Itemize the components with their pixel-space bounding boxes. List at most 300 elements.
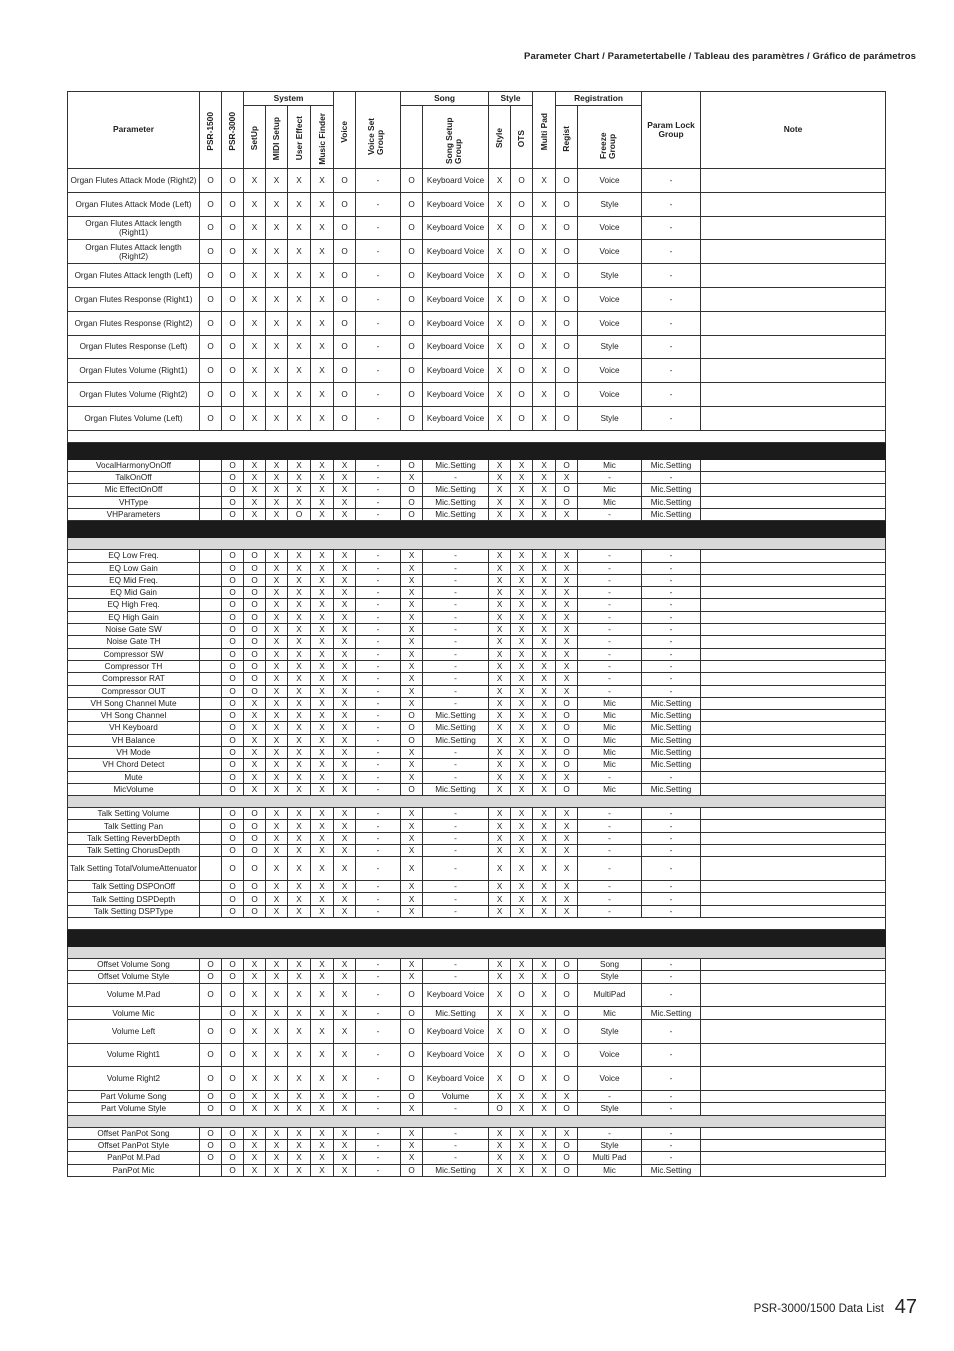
value-cell: O — [244, 624, 266, 636]
value-cell: X — [511, 722, 533, 734]
value-cell: X — [244, 747, 266, 759]
value-cell: - — [356, 240, 401, 264]
value-cell: X — [244, 1091, 266, 1103]
value-cell: X — [556, 550, 578, 562]
value-cell: O — [222, 722, 244, 734]
value-cell: X — [244, 734, 266, 746]
parameter-name-cell: Volume M.Pad — [68, 983, 200, 1007]
value-cell: O — [401, 216, 423, 240]
spacer-row — [68, 918, 886, 930]
value-cell: X — [334, 660, 356, 672]
value-cell: X — [266, 508, 288, 520]
value-cell — [200, 697, 222, 709]
value-cell: O — [222, 857, 244, 881]
value-cell: - — [356, 857, 401, 881]
value-cell: - — [642, 550, 701, 562]
value-cell: O — [556, 1164, 578, 1176]
value-cell: O — [334, 287, 356, 311]
parameter-name-cell: Compressor RAT — [68, 673, 200, 685]
value-cell: X — [288, 1164, 311, 1176]
note-cell — [701, 1152, 886, 1164]
table-row — [68, 747, 886, 759]
value-cell: X — [288, 845, 311, 857]
value-cell: X — [334, 685, 356, 697]
value-cell: X — [266, 783, 288, 795]
note-cell — [701, 636, 886, 648]
value-cell: X — [266, 845, 288, 857]
value-cell: O — [222, 587, 244, 599]
value-cell: X — [489, 1067, 511, 1091]
value-cell: X — [533, 959, 556, 971]
value-cell: - — [642, 1067, 701, 1091]
table-row — [68, 169, 886, 193]
value-cell: X — [489, 264, 511, 288]
value-cell: - — [356, 562, 401, 574]
value-cell: - — [578, 881, 642, 893]
value-cell: X — [244, 971, 266, 983]
value-cell: O — [511, 192, 533, 216]
parameter-name-cell: PanPot Mic — [68, 1164, 200, 1176]
table-row — [68, 1127, 886, 1139]
value-cell: O — [222, 710, 244, 722]
value-cell: X — [311, 1019, 334, 1043]
value-cell: O — [222, 685, 244, 697]
value-cell: X — [489, 759, 511, 771]
value-cell: X — [533, 832, 556, 844]
note-cell — [701, 857, 886, 881]
value-cell: O — [222, 983, 244, 1007]
value-cell: X — [533, 685, 556, 697]
value-cell: X — [489, 771, 511, 783]
table-row — [68, 264, 886, 288]
value-cell: - — [356, 169, 401, 193]
value-cell: X — [288, 1067, 311, 1091]
value-cell: X — [401, 747, 423, 759]
value-cell: X — [266, 574, 288, 586]
value-cell: X — [311, 472, 334, 484]
value-cell: Voice — [578, 1067, 642, 1091]
value-cell: X — [556, 636, 578, 648]
value-cell: X — [533, 562, 556, 574]
value-cell: X — [489, 660, 511, 672]
value-cell: X — [334, 472, 356, 484]
value-cell: X — [266, 857, 288, 881]
value-cell: - — [423, 624, 489, 636]
value-cell: - — [356, 1164, 401, 1176]
value-cell: X — [511, 783, 533, 795]
value-cell: X — [334, 857, 356, 881]
parameter-name-cell: Talk Setting ReverbDepth — [68, 832, 200, 844]
value-cell: - — [423, 893, 489, 905]
value-cell: X — [311, 359, 334, 383]
value-cell: X — [489, 1127, 511, 1139]
value-cell — [200, 1007, 222, 1019]
divider-cell — [68, 1115, 886, 1127]
value-cell: X — [266, 1007, 288, 1019]
value-cell: O — [556, 959, 578, 971]
parameter-name-cell: Noise Gate TH — [68, 636, 200, 648]
value-cell: - — [423, 1127, 489, 1139]
value-cell: O — [556, 496, 578, 508]
value-cell: Keyboard Voice — [423, 264, 489, 288]
value-cell: X — [511, 574, 533, 586]
value-cell: Voice — [578, 1043, 642, 1067]
value-cell: X — [511, 959, 533, 971]
value-cell: X — [401, 808, 423, 820]
value-cell: - — [423, 771, 489, 783]
value-cell: X — [511, 1152, 533, 1164]
value-cell: X — [556, 574, 578, 586]
note-cell — [701, 624, 886, 636]
value-cell: X — [401, 1103, 423, 1115]
value-cell: Mic — [578, 722, 642, 734]
value-cell: X — [533, 169, 556, 193]
table-row — [68, 771, 886, 783]
value-cell: X — [266, 710, 288, 722]
value-cell: X — [511, 820, 533, 832]
value-cell: X — [311, 1007, 334, 1019]
value-cell: X — [533, 1043, 556, 1067]
value-cell: - — [356, 574, 401, 586]
value-cell: O — [244, 881, 266, 893]
value-cell: X — [266, 1103, 288, 1115]
value-cell: - — [578, 660, 642, 672]
value-cell: - — [642, 881, 701, 893]
note-cell — [701, 685, 886, 697]
value-cell: X — [533, 359, 556, 383]
value-cell — [200, 599, 222, 611]
value-cell: O — [511, 335, 533, 359]
value-cell: X — [244, 496, 266, 508]
value-cell: X — [311, 747, 334, 759]
value-cell: O — [556, 1103, 578, 1115]
value-cell: X — [311, 808, 334, 820]
table-row — [68, 216, 886, 240]
value-cell: - — [642, 335, 701, 359]
parameter-header: Parameter — [68, 92, 200, 169]
value-cell — [200, 685, 222, 697]
value-cell: X — [311, 893, 334, 905]
value-cell: - — [356, 508, 401, 520]
note-cell — [701, 747, 886, 759]
value-cell: X — [511, 599, 533, 611]
value-cell: O — [222, 484, 244, 496]
value-cell: - — [642, 1140, 701, 1152]
note-cell — [701, 216, 886, 240]
value-cell: Mic.Setting — [642, 496, 701, 508]
value-cell: - — [423, 636, 489, 648]
table-row — [68, 820, 886, 832]
parameter-name-cell: Organ Flutes Attack length (Right1) — [68, 216, 200, 240]
value-cell: X — [489, 845, 511, 857]
value-cell: X — [511, 587, 533, 599]
value-cell: O — [556, 459, 578, 471]
value-cell: X — [511, 685, 533, 697]
value-cell: Mic.Setting — [423, 1164, 489, 1176]
value-cell: X — [266, 459, 288, 471]
value-cell: X — [288, 1127, 311, 1139]
value-cell — [200, 820, 222, 832]
value-cell: O — [489, 1103, 511, 1115]
note-cell — [701, 1043, 886, 1067]
value-cell: X — [511, 832, 533, 844]
note-cell — [701, 169, 886, 193]
value-cell: Mic — [578, 734, 642, 746]
value-cell: O — [556, 264, 578, 288]
value-cell: X — [489, 311, 511, 335]
value-cell: X — [311, 587, 334, 599]
value-cell — [200, 496, 222, 508]
value-cell: Mic.Setting — [642, 759, 701, 771]
value-cell: X — [556, 685, 578, 697]
value-cell: X — [401, 636, 423, 648]
value-cell: - — [642, 1152, 701, 1164]
table-row — [68, 599, 886, 611]
parameter-name-cell: EQ High Gain — [68, 611, 200, 623]
value-cell: O — [334, 359, 356, 383]
value-cell: X — [288, 574, 311, 586]
value-cell: X — [266, 264, 288, 288]
value-cell: - — [356, 359, 401, 383]
value-cell: - — [356, 472, 401, 484]
value-cell: X — [266, 1140, 288, 1152]
value-cell: O — [401, 359, 423, 383]
value-cell: - — [642, 685, 701, 697]
parameter-chart-table — [67, 91, 886, 1177]
value-cell: Keyboard Voice — [423, 983, 489, 1007]
value-cell: O — [244, 673, 266, 685]
value-cell: X — [266, 685, 288, 697]
value-cell: - — [356, 1103, 401, 1115]
value-cell: X — [244, 1127, 266, 1139]
value-cell: O — [401, 192, 423, 216]
song-group-header: Song — [401, 92, 489, 106]
parameter-name-cell: Volume Left — [68, 1019, 200, 1043]
value-cell: X — [334, 1164, 356, 1176]
value-cell: Mic — [578, 783, 642, 795]
chart-header — [68, 92, 886, 169]
table-row — [68, 192, 886, 216]
table-row — [68, 734, 886, 746]
parameter-name-cell: EQ Mid Freq. — [68, 574, 200, 586]
value-cell: X — [533, 1127, 556, 1139]
value-cell: X — [511, 496, 533, 508]
value-cell: X — [533, 881, 556, 893]
value-cell: Keyboard Voice — [423, 240, 489, 264]
value-cell: O — [222, 359, 244, 383]
page-header-title: Parameter Chart / Parametertabelle / Tableau des paramètres / Gráfico de parámetros — [524, 51, 916, 62]
value-cell: - — [642, 1091, 701, 1103]
table-row — [68, 1007, 886, 1019]
value-cell: - — [356, 1007, 401, 1019]
value-cell: - — [356, 734, 401, 746]
parameter-name-cell: Volume Right1 — [68, 1043, 200, 1067]
parameter-name-cell: Part Volume Song — [68, 1091, 200, 1103]
value-cell: Style — [578, 971, 642, 983]
value-cell: X — [334, 1127, 356, 1139]
value-cell: O — [200, 240, 222, 264]
value-cell: O — [556, 697, 578, 709]
value-cell: - — [642, 905, 701, 917]
value-cell: X — [266, 1043, 288, 1067]
value-cell: X — [266, 311, 288, 335]
value-cell: X — [533, 287, 556, 311]
value-cell: Mic — [578, 759, 642, 771]
value-cell: X — [311, 1091, 334, 1103]
value-cell: - — [642, 983, 701, 1007]
value-cell: - — [356, 971, 401, 983]
table-row — [68, 845, 886, 857]
value-cell: - — [642, 808, 701, 820]
value-cell: Mic.Setting — [642, 783, 701, 795]
value-cell: X — [533, 192, 556, 216]
value-cell: O — [556, 311, 578, 335]
value-cell: X — [533, 1067, 556, 1091]
value-cell: X — [334, 697, 356, 709]
value-cell: X — [288, 1140, 311, 1152]
value-cell: X — [311, 905, 334, 917]
value-cell: X — [533, 1152, 556, 1164]
value-cell: X — [401, 832, 423, 844]
value-cell — [200, 508, 222, 520]
value-cell: - — [356, 673, 401, 685]
footer-title: PSR-3000/1500 Data List — [753, 1303, 884, 1315]
note-cell — [701, 1019, 886, 1043]
table-row — [68, 484, 886, 496]
value-cell: X — [489, 574, 511, 586]
parameter-name-cell: Offset PanPot Style — [68, 1140, 200, 1152]
col-psr3000: PSR-3000 — [222, 92, 244, 169]
value-cell: X — [489, 1152, 511, 1164]
value-cell: - — [423, 820, 489, 832]
value-cell: O — [200, 1091, 222, 1103]
value-cell: O — [401, 508, 423, 520]
value-cell: X — [489, 722, 511, 734]
col-song-setup-group: Song Setup Group — [423, 106, 489, 169]
note-cell — [701, 959, 886, 971]
value-cell: X — [266, 959, 288, 971]
value-cell: O — [244, 648, 266, 660]
divider-cell — [68, 538, 886, 550]
value-cell: X — [311, 722, 334, 734]
value-cell: X — [266, 359, 288, 383]
value-cell: O — [200, 192, 222, 216]
value-cell: O — [401, 1019, 423, 1043]
value-cell: Keyboard Voice — [423, 1019, 489, 1043]
value-cell: O — [401, 406, 423, 430]
value-cell: X — [511, 472, 533, 484]
table-row — [68, 1067, 886, 1091]
value-cell: O — [200, 406, 222, 430]
value-cell: X — [556, 857, 578, 881]
table-row — [68, 1152, 886, 1164]
value-cell: O — [200, 169, 222, 193]
value-cell: X — [489, 832, 511, 844]
value-cell: O — [222, 611, 244, 623]
value-cell: X — [533, 636, 556, 648]
note-cell — [701, 660, 886, 672]
value-cell: X — [489, 747, 511, 759]
value-cell: X — [311, 264, 334, 288]
table-row — [68, 697, 886, 709]
value-cell: X — [556, 832, 578, 844]
value-cell: O — [244, 562, 266, 574]
value-cell: X — [244, 1043, 266, 1067]
value-cell: O — [334, 335, 356, 359]
value-cell: X — [489, 472, 511, 484]
value-cell: O — [401, 459, 423, 471]
value-cell: - — [356, 881, 401, 893]
parameter-name-cell: Organ Flutes Attack length (Right2) — [68, 240, 200, 264]
value-cell: Song — [578, 959, 642, 971]
value-cell: X — [511, 1007, 533, 1019]
value-cell: Mic — [578, 484, 642, 496]
value-cell: - — [356, 697, 401, 709]
value-cell: O — [244, 587, 266, 599]
value-cell: X — [334, 959, 356, 971]
value-cell: - — [356, 1067, 401, 1091]
section-divider-light — [68, 538, 886, 550]
value-cell: X — [311, 383, 334, 407]
value-cell: X — [288, 406, 311, 430]
value-cell: X — [244, 1164, 266, 1176]
col-voice-set-group: Voice Set Group — [356, 92, 401, 169]
value-cell: X — [288, 983, 311, 1007]
value-cell: X — [511, 459, 533, 471]
value-cell: X — [489, 1140, 511, 1152]
value-cell: Mic.Setting — [642, 459, 701, 471]
parameter-name-cell: Volume Mic — [68, 1007, 200, 1019]
value-cell: X — [334, 624, 356, 636]
value-cell: Mic — [578, 710, 642, 722]
value-cell: - — [356, 587, 401, 599]
value-cell: O — [556, 983, 578, 1007]
value-cell: - — [423, 697, 489, 709]
value-cell: O — [244, 611, 266, 623]
value-cell: X — [533, 857, 556, 881]
value-cell: X — [533, 335, 556, 359]
value-cell: O — [556, 406, 578, 430]
parameter-name-cell: VH Song Channel — [68, 710, 200, 722]
value-cell: - — [356, 783, 401, 795]
value-cell: X — [556, 881, 578, 893]
value-cell: X — [511, 697, 533, 709]
value-cell: X — [266, 983, 288, 1007]
value-cell: - — [642, 845, 701, 857]
value-cell — [200, 857, 222, 881]
note-cell — [701, 881, 886, 893]
value-cell: X — [311, 1127, 334, 1139]
value-cell: Keyboard Voice — [423, 335, 489, 359]
value-cell: Style — [578, 192, 642, 216]
value-cell: Mic.Setting — [423, 459, 489, 471]
value-cell: X — [334, 636, 356, 648]
value-cell: O — [556, 287, 578, 311]
value-cell: X — [489, 893, 511, 905]
value-cell: X — [334, 1103, 356, 1115]
value-cell: - — [356, 808, 401, 820]
value-cell: X — [533, 611, 556, 623]
table-row — [68, 893, 886, 905]
value-cell: X — [288, 905, 311, 917]
value-cell: Mic — [578, 1007, 642, 1019]
value-cell: X — [244, 192, 266, 216]
value-cell: O — [222, 808, 244, 820]
value-cell: X — [311, 192, 334, 216]
value-cell: Mic.Setting — [423, 734, 489, 746]
value-cell: O — [222, 508, 244, 520]
value-cell: Style — [578, 406, 642, 430]
